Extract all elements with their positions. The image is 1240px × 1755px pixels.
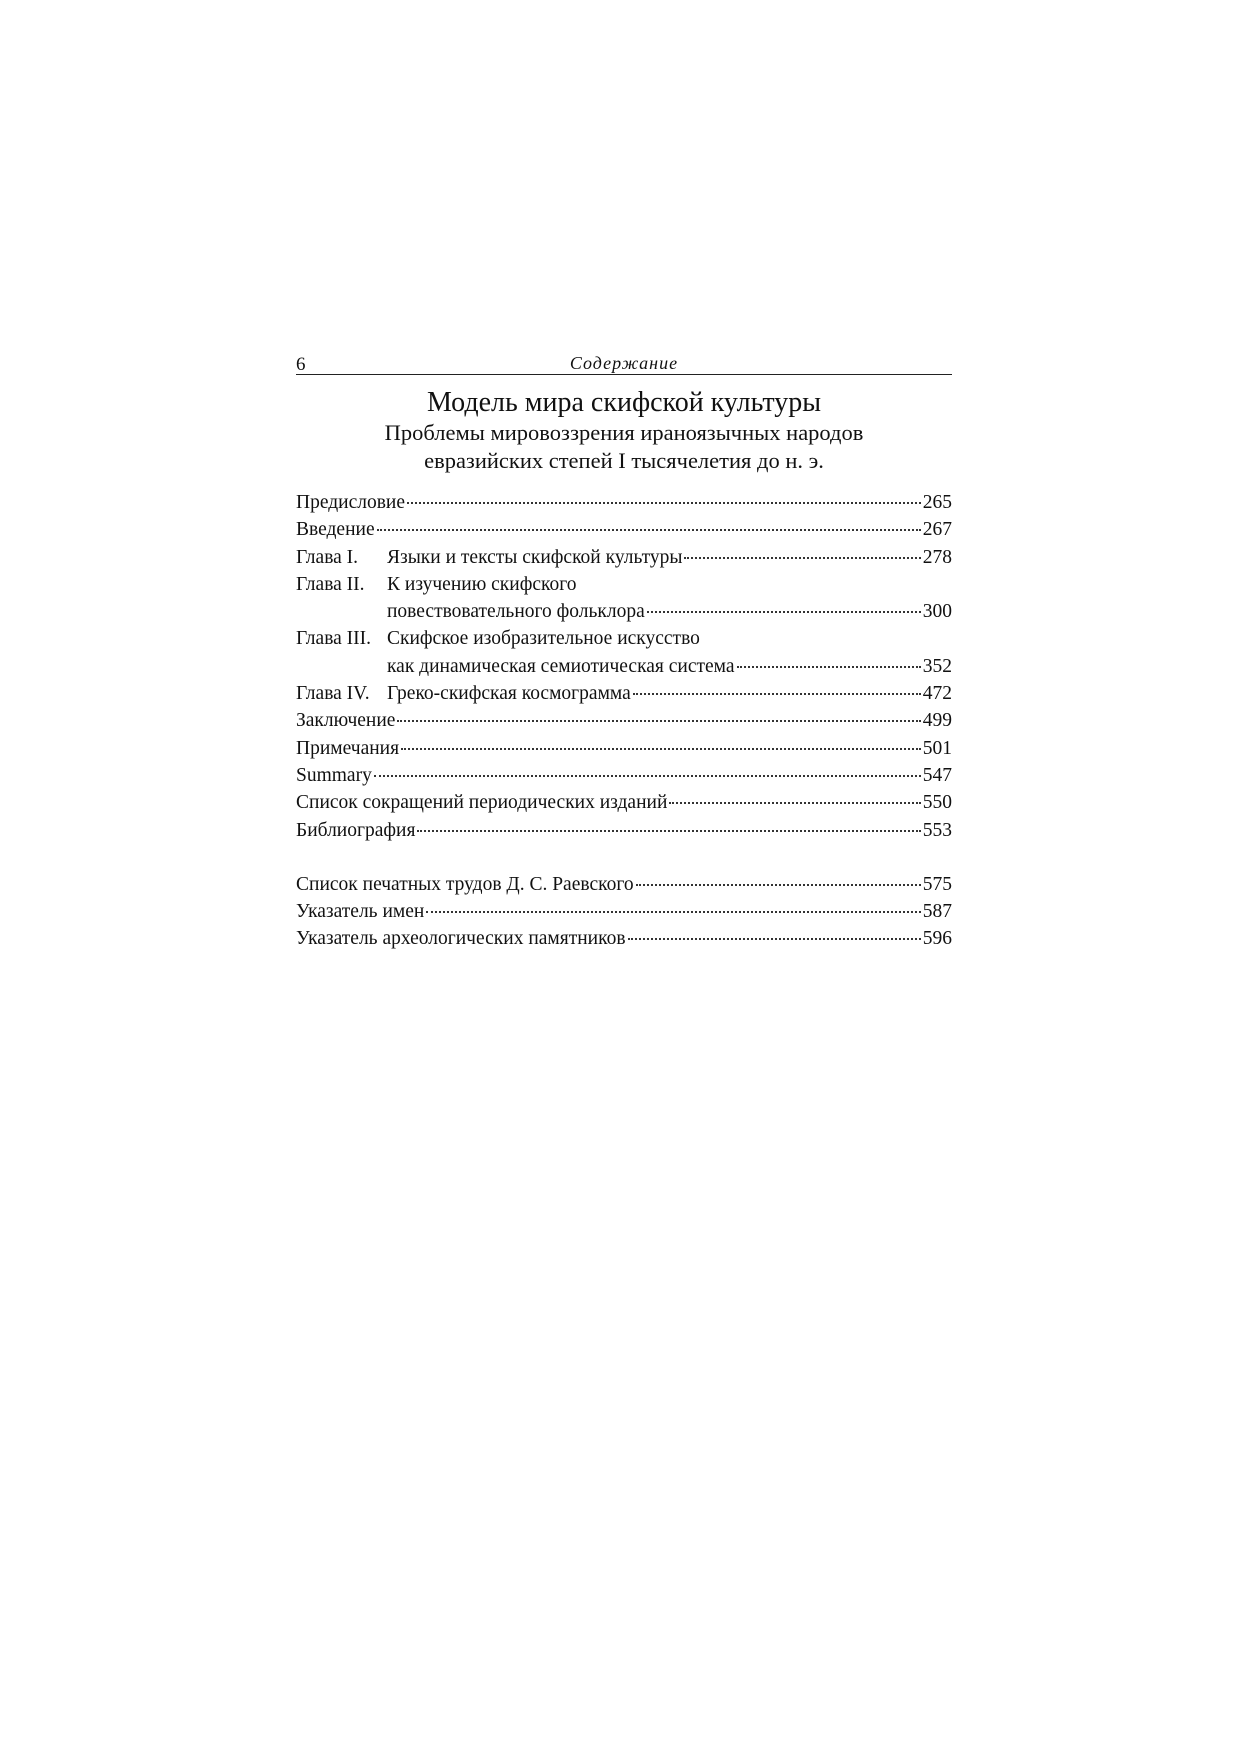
page-number: 6: [296, 354, 306, 375]
toc-label: как динамическая семиотическая система: [387, 655, 735, 677]
toc-entry-chapter-3-cont: [296, 653, 952, 680]
dot-leader: [628, 938, 921, 940]
table-of-contents: [296, 489, 952, 953]
toc-label: Предисловие: [296, 492, 406, 513]
toc-label: Примечания: [296, 737, 400, 759]
toc-page: 352: [922, 655, 952, 677]
toc-label: Список сокращений периодических изданий: [296, 792, 668, 814]
toc-entry-summary: [296, 762, 952, 789]
toc-entry-chapter-4: [296, 680, 952, 707]
dot-leader: [417, 830, 920, 832]
toc-entry-bibliography: [296, 817, 952, 844]
toc-page: 267: [922, 519, 952, 541]
toc-label: Summary: [296, 764, 372, 786]
toc-label: Заключение: [296, 710, 396, 732]
dot-leader: [684, 557, 920, 559]
toc-entry-name-index: [296, 898, 952, 925]
chapter-prefix: Глава I.: [296, 546, 359, 568]
toc-page: 499: [922, 710, 952, 732]
toc-page: 553: [922, 819, 952, 841]
toc-entry-conclusion: [296, 707, 952, 734]
toc-entry-notes: [296, 735, 952, 762]
toc-label: Список печатных трудов Д. С. Раевского: [296, 873, 634, 895]
toc-page: 587: [922, 901, 952, 923]
dot-leader: [397, 720, 920, 722]
toc-label: Указатель имен: [296, 901, 425, 923]
toc-page: 300: [922, 601, 952, 623]
dot-leader: [377, 529, 921, 531]
toc-entry-sites-index: [296, 925, 952, 952]
toc-label: Библиография: [296, 819, 416, 841]
dot-leader: [401, 748, 921, 750]
toc-entry-abbreviations: [296, 789, 952, 816]
dot-leader: [407, 502, 921, 504]
spacer: [296, 844, 952, 871]
dot-leader: [669, 802, 920, 804]
toc-label: Языки и тексты скифской культуры: [387, 546, 683, 568]
toc-page: 265: [922, 492, 952, 513]
dot-leader: [426, 911, 920, 913]
toc-entry-preface: [296, 489, 952, 516]
toc-page: 501: [922, 737, 952, 759]
toc-label: Скифское изобразительное искусство: [387, 628, 700, 650]
toc-entry-works: [296, 871, 952, 898]
dot-leader: [374, 775, 921, 777]
chapter-prefix: Глава IV.: [296, 683, 370, 705]
toc-page: 278: [922, 546, 952, 568]
dot-leader: [647, 611, 921, 613]
toc-page: 550: [922, 792, 952, 814]
page: [296, 350, 952, 953]
toc-label: повествовательного фольклора: [387, 601, 645, 623]
running-header: [296, 350, 952, 375]
toc-page: 472: [922, 683, 952, 705]
subtitle-line-2: евразийских степей I тысячелетия до н. э.: [424, 448, 824, 473]
toc-page: 596: [922, 928, 952, 950]
dot-leader: [636, 884, 921, 886]
chapter-prefix: Глава II.: [296, 573, 365, 595]
toc-label: Греко-скифская космограмма: [387, 683, 631, 705]
toc-entry-chapter-2: [296, 571, 952, 598]
toc-label: К изучению скифского: [387, 573, 577, 595]
chapter-prefix: Глава III.: [296, 628, 372, 650]
dot-leader: [737, 666, 921, 668]
toc-entry-chapter-2-cont: [296, 598, 952, 625]
toc-entry-chapter-3: [296, 625, 952, 652]
dot-leader: [633, 693, 921, 695]
toc-entry-intro: [296, 516, 952, 543]
toc-page: 547: [922, 764, 952, 786]
subtitle-line-1: Проблемы мировоззрения ираноязычных народов: [384, 420, 864, 445]
section-title: Модель мира скифской культуры: [426, 387, 822, 418]
toc-entry-chapter-1: [296, 544, 952, 571]
toc-page: 575: [922, 873, 952, 895]
toc-label: Указатель археологических памятников: [296, 928, 626, 950]
toc-label: Введение: [296, 519, 375, 541]
running-title: Содержание: [569, 353, 679, 373]
